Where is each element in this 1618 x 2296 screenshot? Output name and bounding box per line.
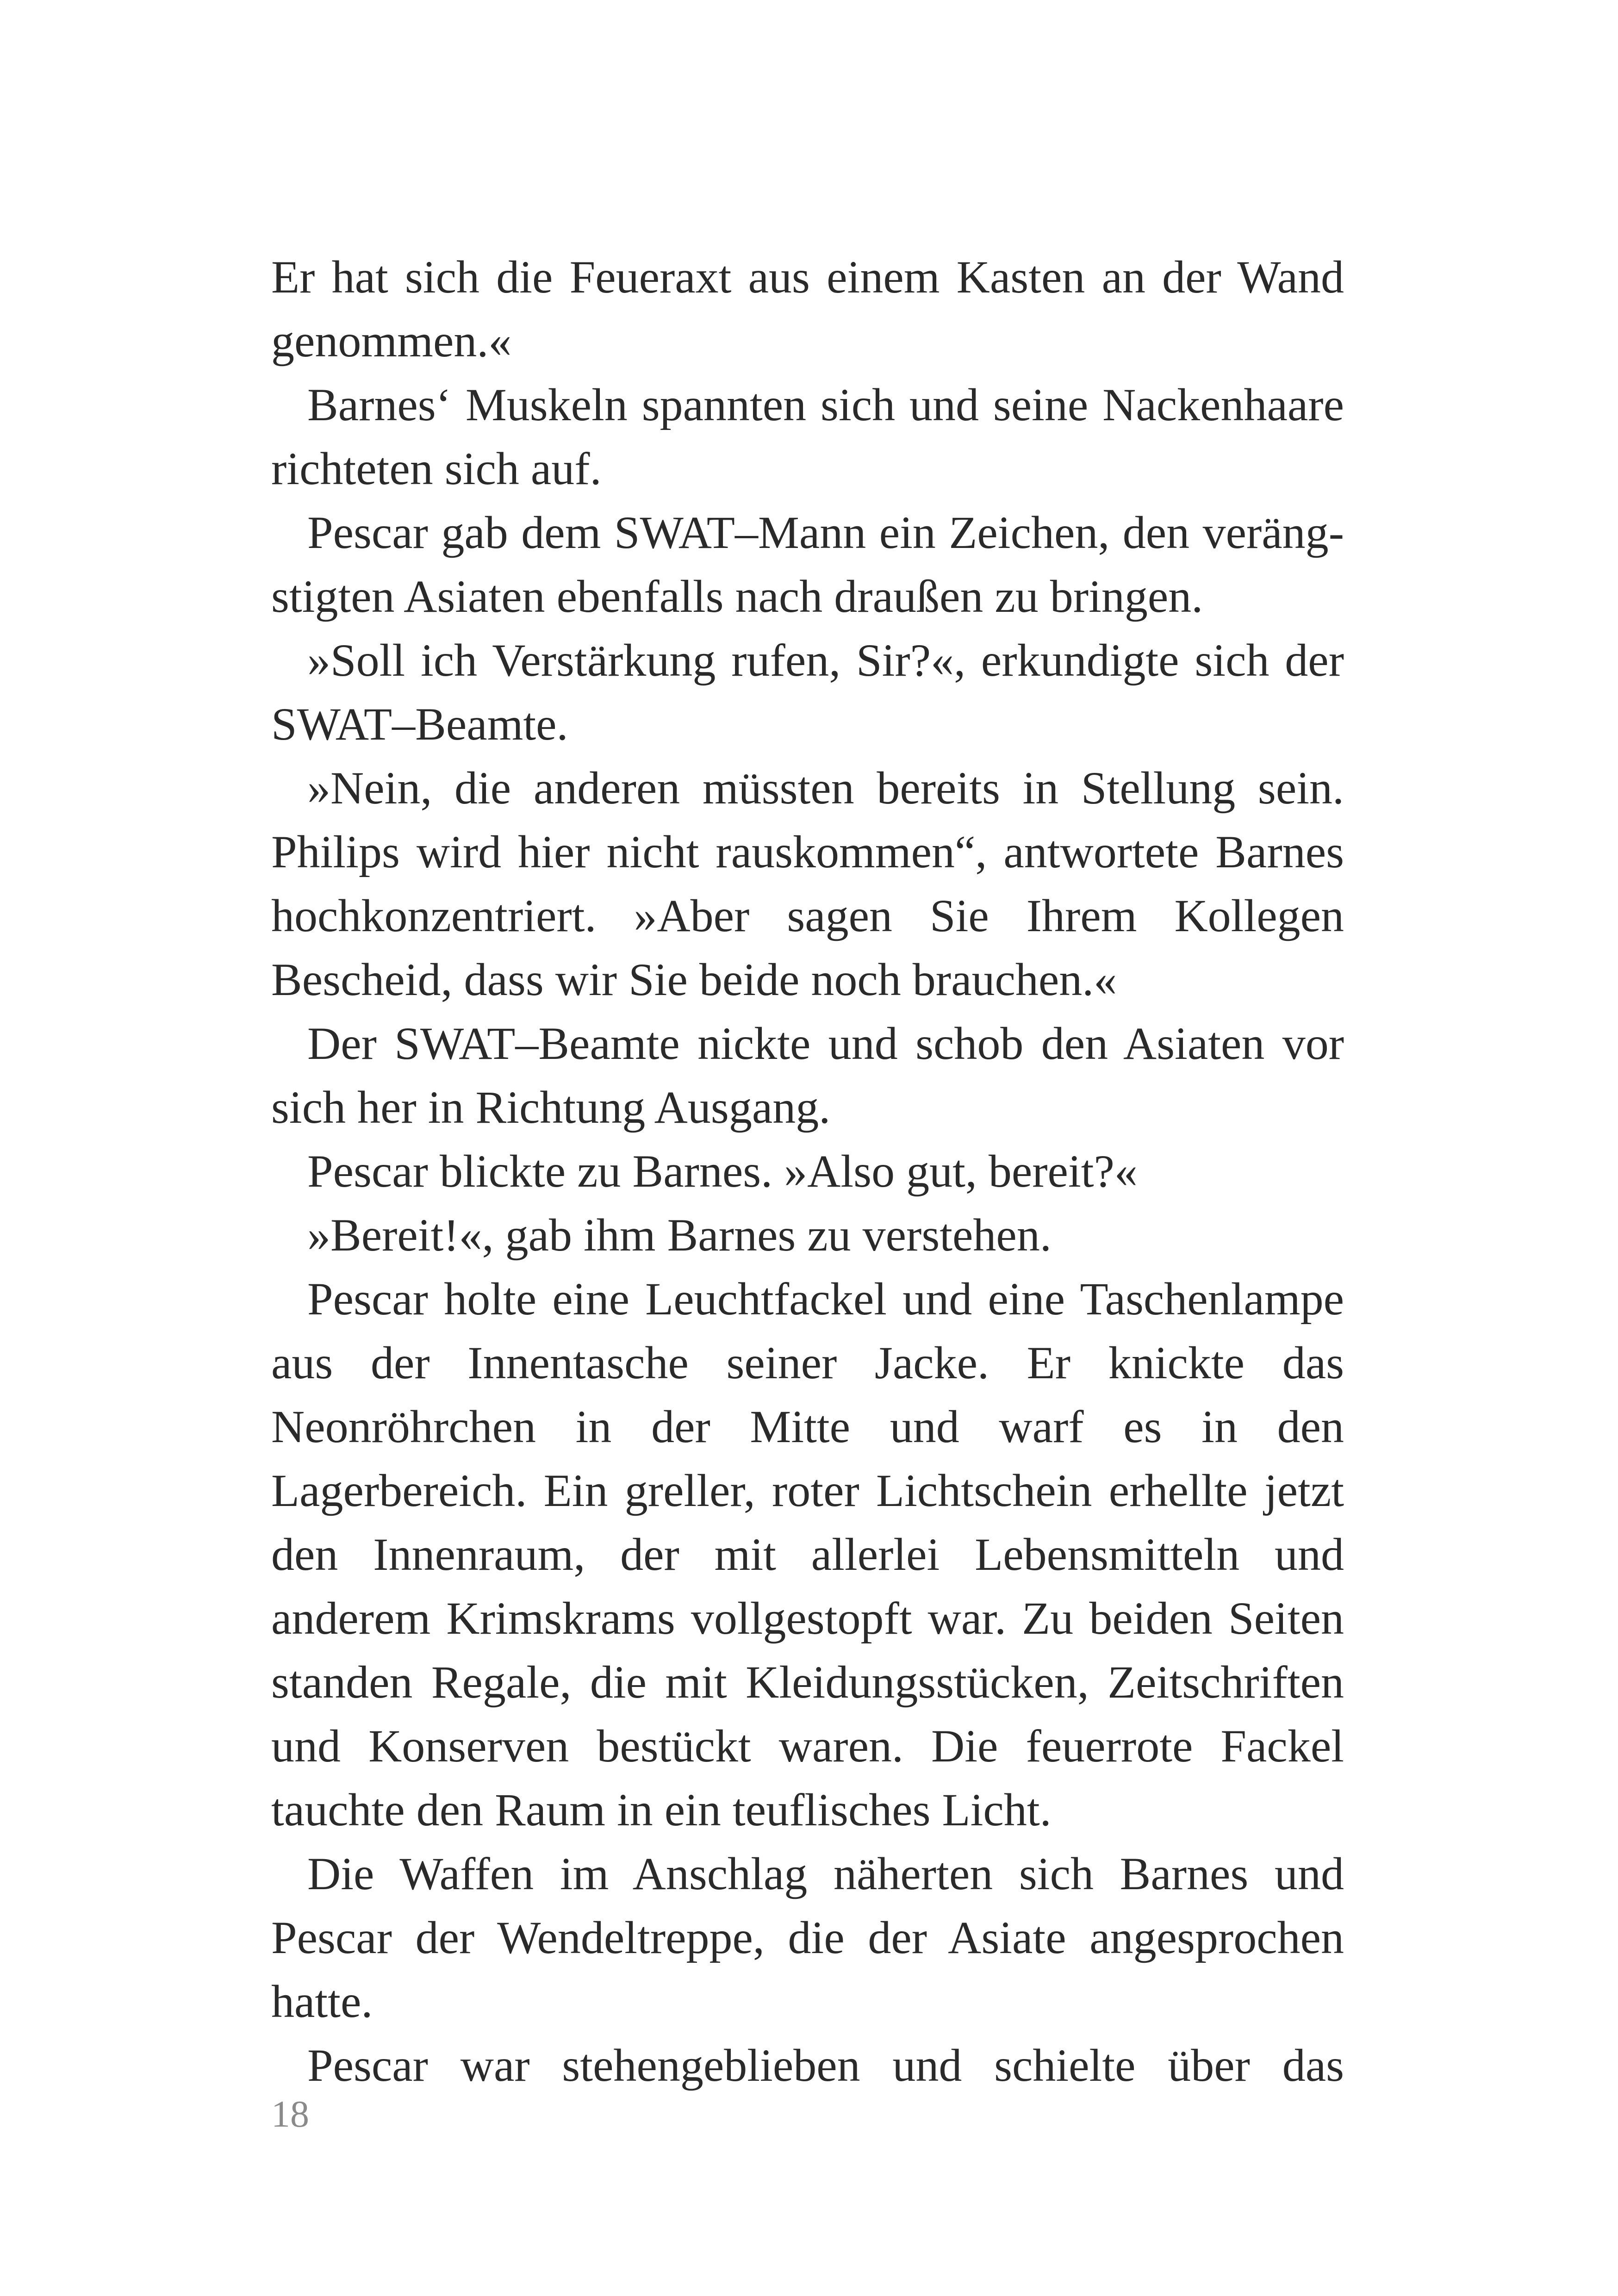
paragraph: »Nein, die anderen müssten bereits in Stellung sein. Philips wird hier nicht rauskommen“, antwortete Barnes hochkonzentriert. »Aber sagen Sie Ihrem Kollegen Bescheid, dass wir Sie beide noch brauchen.« (271, 762, 1344, 1005)
page-number: 18 (271, 2093, 309, 2135)
paragraph: Die Waffen im Anschlag näherten sich Barnes und Pescar der Wendeltreppe, die der Asiate angesprochen hatte. (271, 1848, 1344, 2027)
paragraph: Er hat sich die Feueraxt aus einem Kasten an der Wand genommen.« (271, 251, 1344, 367)
paragraph: Pescar war stehengeblieben und schielte über das (307, 2040, 1344, 2091)
paragraph: »Bereit!«, gab ihm Barnes zu verstehen. (307, 1209, 1052, 1261)
paragraph: Der SWAT–Beamte nickte und schob den Asiaten vor sich her in Richtung Ausgang. (271, 1018, 1344, 1133)
paragraph: Barnes‘ Muskeln spannten sich und seine Nackenhaare richteten sich auf. (271, 379, 1344, 494)
paragraph: »Soll ich Verstärkung rufen, Sir?«, erkundigte sich der SWAT–Beamte. (271, 635, 1344, 750)
body-text (271, 245, 1344, 2097)
paragraph: Pescar blickte zu Barnes. »Also gut, bereit?« (307, 1145, 1138, 1197)
paragraph: Pescar holte eine Leuchtfackel und eine Taschenlampe aus der Innentasche seiner Jacke. Er knickte das Neonröhrchen in der Mitte und warf es in den Lagerbereich. Ein greller, roter Lichtschein erhellte jetzt den Innenraum, der mit allerlei Lebensmitteln und anderem Krimskrams vollgestopft war. Zu beiden Seiten standen Regale, die mit Kleidungsstücken, Zeitschriften und Konserven bestückt waren. Die feuerrote Fackel tauchte den Raum in ein teuflisches Licht. (271, 1273, 1344, 1836)
paragraph: Pescar gab dem SWAT–Mann ein Zeichen, den verängstigten Asiaten ebenfalls nach draußen zu bringen. (271, 507, 1344, 622)
